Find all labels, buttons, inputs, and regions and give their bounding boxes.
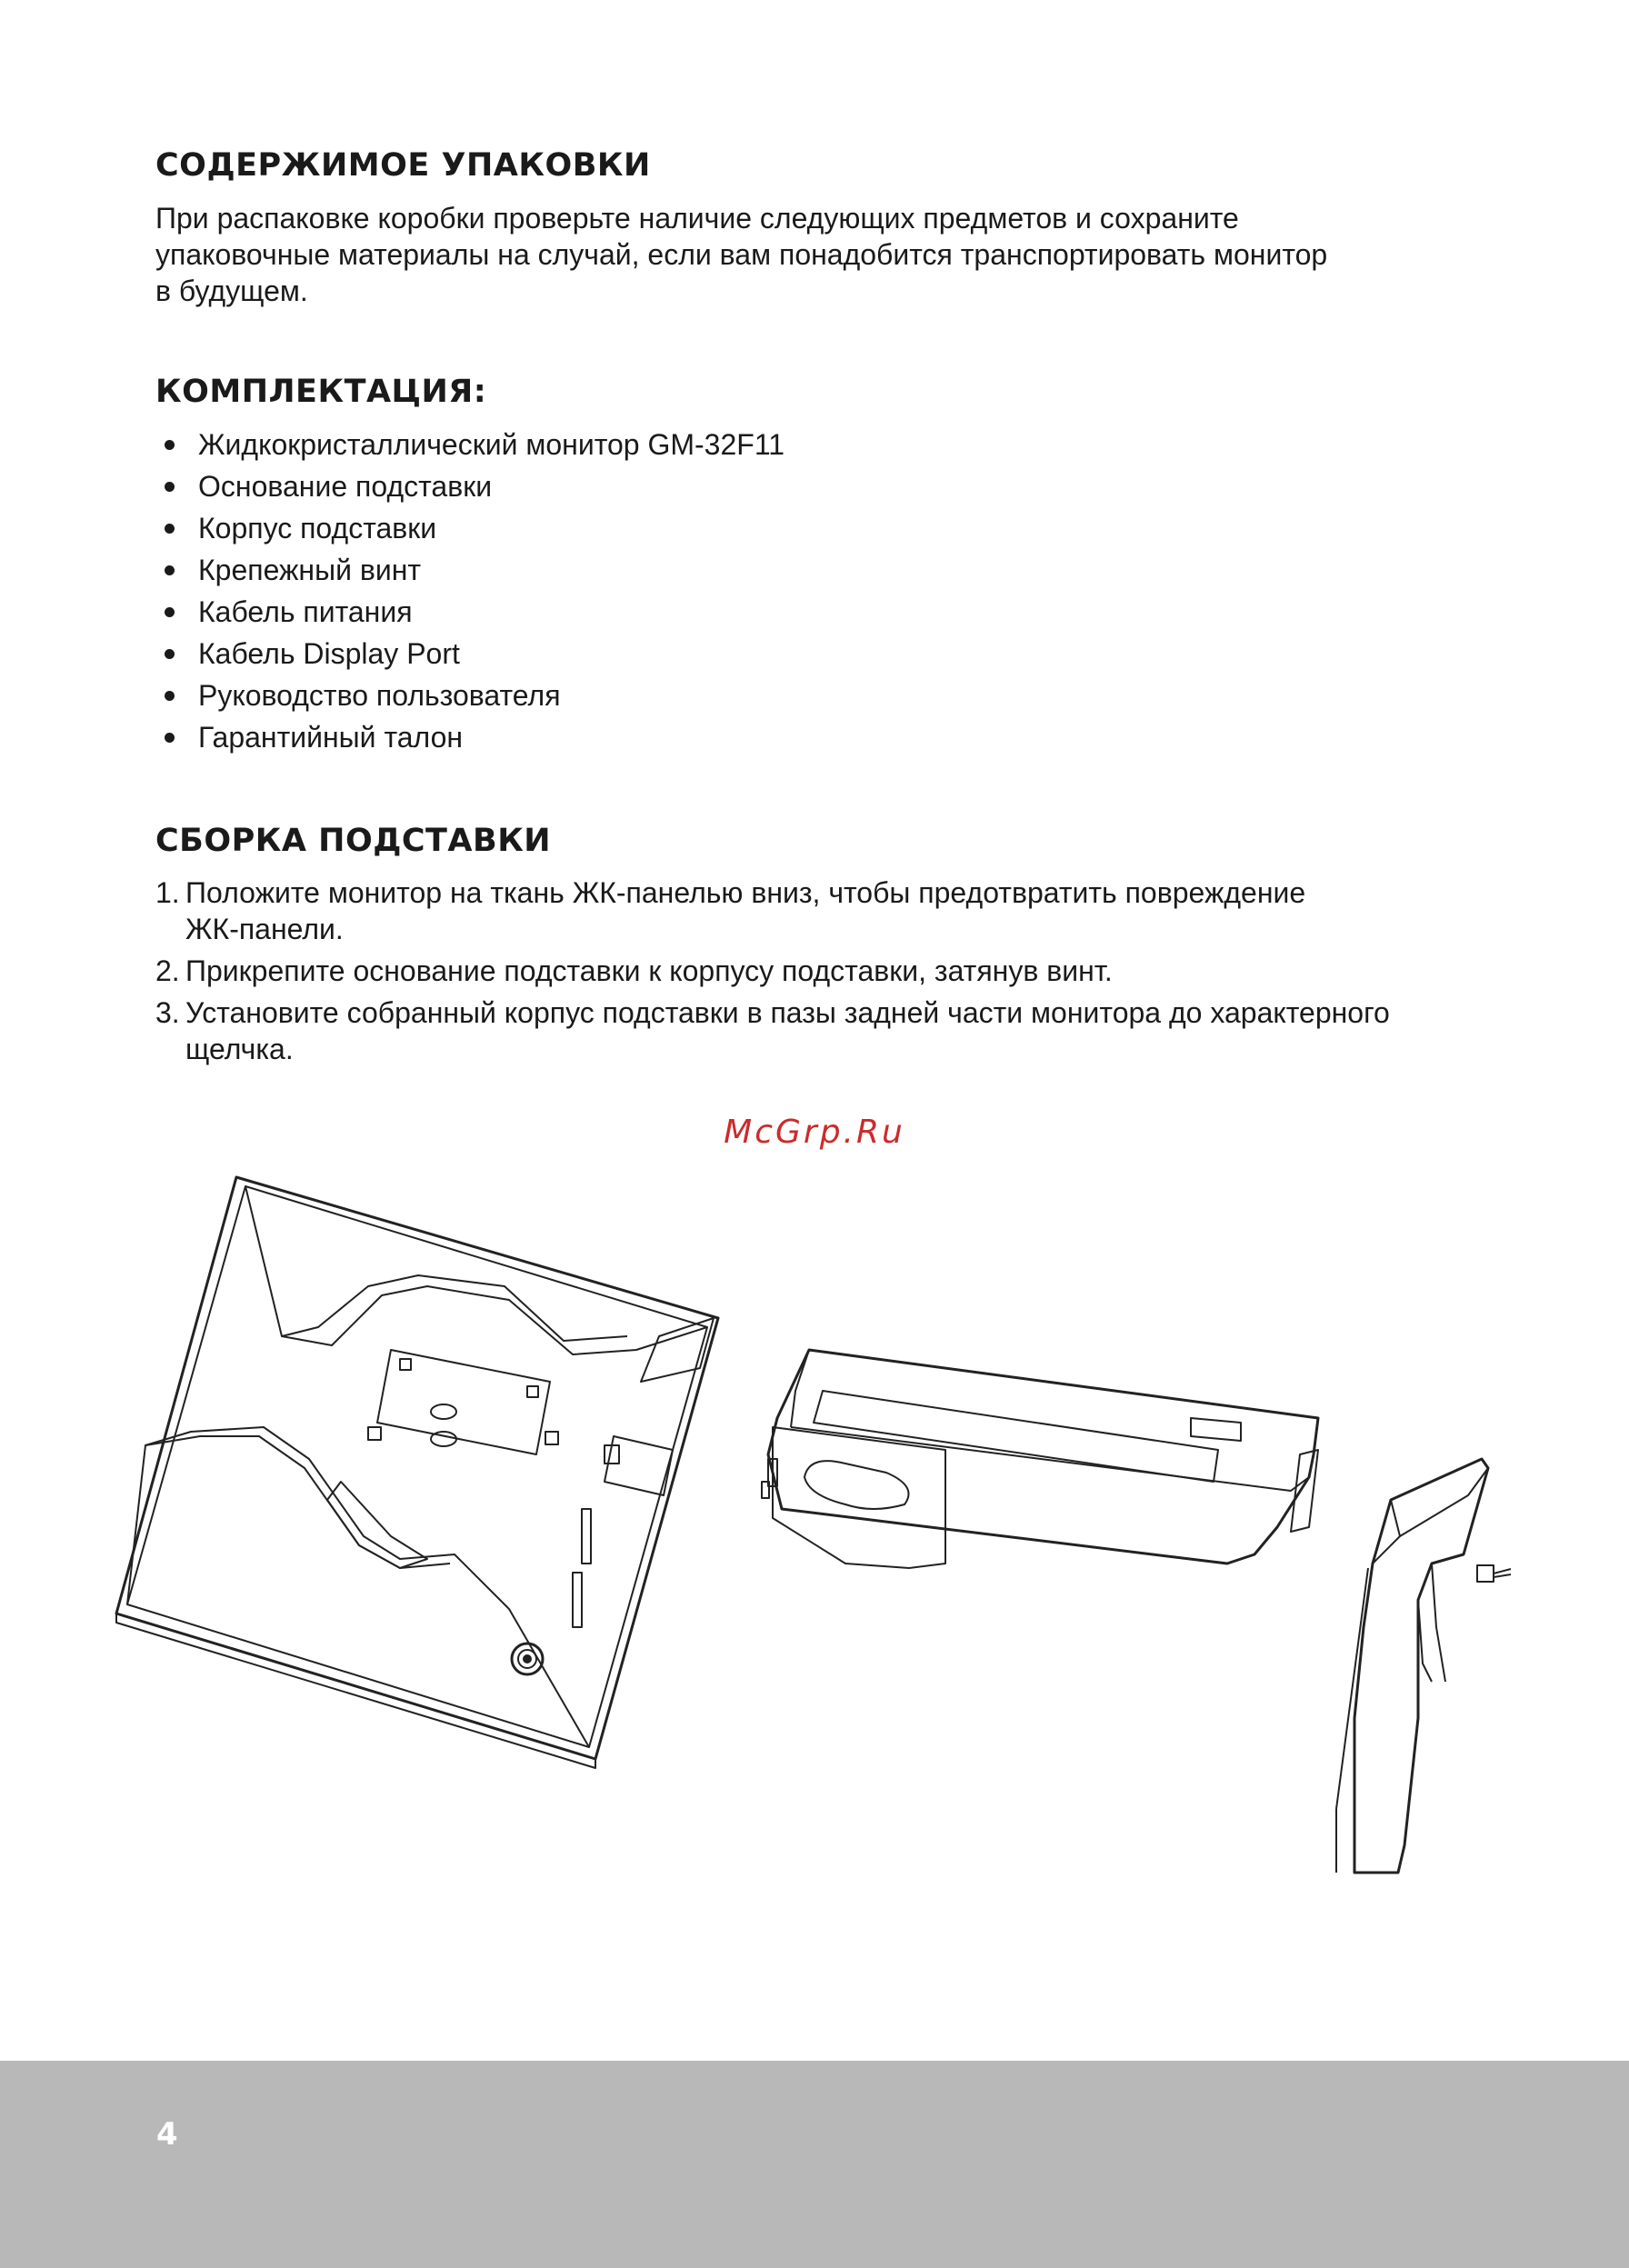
list-item	[162, 716, 785, 758]
list-item-label: Крепежный винт	[198, 554, 422, 586]
bullet-icon	[165, 649, 175, 659]
list-item	[162, 507, 785, 549]
bullet-icon	[165, 482, 175, 492]
list-item-label: Кабель питания	[198, 595, 413, 628]
list-item-label: Жидкокристаллический монитор GM-32F11	[198, 428, 785, 461]
step-item	[155, 953, 1390, 989]
list-item	[162, 633, 785, 674]
step-number: 3.	[155, 996, 180, 1029]
bullet-icon	[165, 733, 175, 743]
screw-icon	[1477, 1565, 1511, 1582]
page-number: 4	[156, 2116, 178, 2153]
monitor-back-drawing	[116, 1177, 718, 1768]
step-text-line: ЖК-панели.	[185, 913, 344, 945]
list-item	[162, 465, 785, 507]
paragraph-line: в будущем.	[155, 275, 308, 307]
section-title-kit-contents: КОМПЛЕКТАЦИЯ:	[155, 374, 487, 410]
section-title-package-contents: СОДЕРЖИМОЕ УПАКОВКИ	[155, 147, 651, 184]
step-text-line: Положите монитор на ткань ЖК-панелью вниз, чтобы предотвратить повреждение	[185, 876, 1306, 909]
bullet-icon	[165, 524, 175, 534]
list-item-label: Основание подставки	[198, 470, 493, 503]
step-text-line: щелчка.	[185, 1033, 294, 1065]
paragraph-line: упаковочные материалы на случай, если вам понадобится транспортировать монитор	[155, 238, 1328, 271]
list-item	[162, 424, 785, 465]
bullet-icon	[165, 607, 175, 617]
list-item-label: Кабель Display Port	[198, 637, 460, 670]
kit-contents-list	[162, 424, 785, 758]
step-text-line: Прикрепите основание подставки к корпусу подставки, затянув винт.	[185, 954, 1113, 987]
bullet-icon	[165, 565, 175, 575]
step-number: 2.	[155, 954, 180, 987]
section-title-stand-assembly: СБОРКА ПОДСТАВКИ	[155, 823, 552, 859]
list-item	[162, 674, 785, 716]
list-item-label: Гарантийный талон	[198, 721, 464, 754]
assembly-steps-list	[155, 874, 1390, 1073]
stand-base-drawing	[762, 1350, 1318, 1568]
step-item	[155, 874, 1390, 947]
stand-assembly-illustration	[0, 1154, 1629, 1973]
bullet-icon	[165, 691, 175, 701]
list-item-label: Корпус подставки	[198, 512, 437, 545]
step-item	[155, 994, 1390, 1067]
bullet-icon	[165, 440, 175, 450]
list-item	[162, 591, 785, 633]
list-item	[162, 549, 785, 591]
list-item-label: Руководство пользователя	[198, 679, 561, 712]
step-text-line: Установите собранный корпус подставки в пазы задней части монитора до характерного	[185, 996, 1390, 1029]
footer-band	[0, 2061, 1629, 2268]
step-number: 1.	[155, 876, 180, 909]
stand-arm-drawing	[1336, 1459, 1511, 1873]
package-contents-paragraph	[155, 200, 1428, 309]
paragraph-line: При распаковке коробки проверьте наличие следующих предметов и сохраните	[155, 202, 1239, 235]
watermark-text: McGrp.Ru	[724, 1114, 905, 1151]
